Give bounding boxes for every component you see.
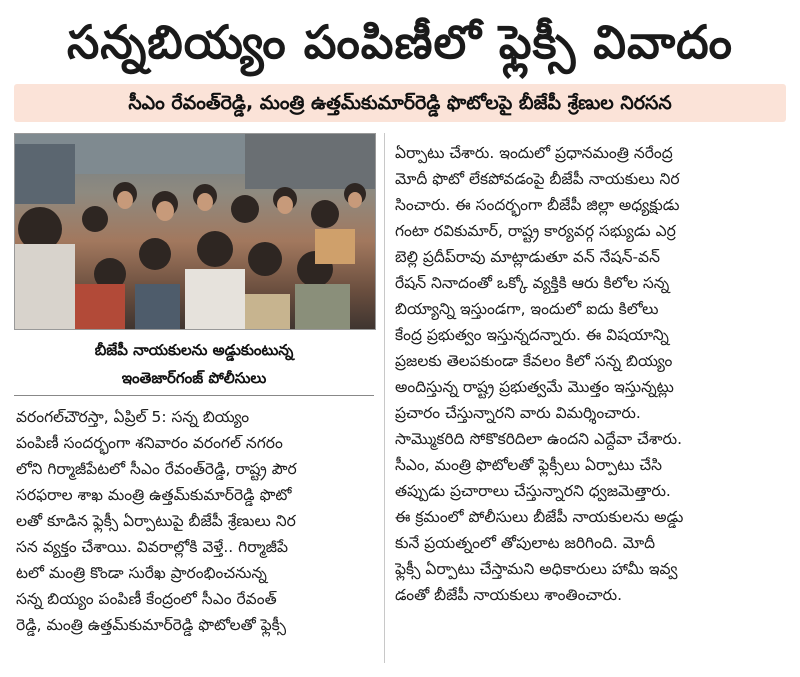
column-divider bbox=[384, 133, 385, 663]
text-line: కేంద్ర ప్రభుత్వం ఇస్తున్నదన్నారు. ఈ విషయాన్ని bbox=[395, 326, 669, 344]
subheadline: సీఎం రేవంత్‌రెడ్డి, మంత్రి ఉత్తమ్‌కుమార్‌రెడ్డి ఫొటోలపై బీజేపీ శ్రేణుల నిరసన bbox=[14, 84, 786, 122]
text-line: లతో కూడిన ఫ్లెక్సీ ఏర్పాటుపై బీజేపీ శ్రేణులు నిర bbox=[16, 512, 296, 530]
text-line: కునే ప్రయత్నంలో తోపులాట జరిగింది. మోదీ bbox=[395, 534, 656, 552]
text-line: తప్పుడు ప్రచారాలు చేస్తున్నారని ధ్వజమెత్తారు. bbox=[395, 482, 671, 500]
text-line: గంటా రవికుమార్, రాష్ట్ర కార్యవర్గ సభ్యుడు ఎర్ర bbox=[395, 222, 676, 240]
text-line: సీఎం, మంత్రి ఫొటోలతో ఫ్లెక్సీలు ఏర్పాటు చేసి bbox=[395, 456, 663, 474]
text-line: టలో మంత్రి కొండా సురేఖ ప్రారంభించనున్న bbox=[16, 564, 267, 582]
text-line: సన వ్యక్తం చేశాయి. వివరాల్లోకి వెళ్తే.. గిర్మాజీపే bbox=[16, 538, 289, 556]
text-line: సామ్మొకరిది సోకొకరిదిలా ఉందని ఎద్దేవా చేశారు. bbox=[395, 430, 683, 448]
text-line: అందిస్తున్న రాష్ట్ర ప్రభుత్వమే మొత్తం ఇస్తున్నట్లు bbox=[395, 378, 674, 396]
text-line: డంతో బీజేపీ నాయకులు శాంతించారు. bbox=[395, 586, 623, 604]
text-line: మోదీ ఫొటో లేకపోవడంపై బీజేపీ నాయకులు నిర bbox=[395, 170, 680, 188]
text-line: రెడ్డి, మంత్రి ఉత్తమ్‌కుమార్‌రెడ్డి ఫొటోలతో ఫ్లెక్సీ bbox=[16, 616, 287, 634]
crowd-photo-illustration bbox=[15, 134, 375, 329]
text-line: బియ్యాన్ని ఇస్తుండగా, ఇందులో ఐదు కిలోలు bbox=[395, 300, 659, 318]
text-line: సించారు. ఈ సందర్భంగా బీజేపీ జిల్లా అధ్యక్షుడు bbox=[395, 196, 680, 214]
article-right-column bbox=[395, 140, 790, 608]
text-line: ఏర్పాటు చేశారు. ఇందులో ప్రధానమంత్రి నరేంద్ర bbox=[395, 144, 673, 162]
article-left-column bbox=[16, 404, 376, 638]
photo-caption bbox=[14, 330, 374, 396]
text-line: రేషన్ నినాదంతో ఒక్కో వ్యక్తికి ఆరు కిలోల సన్న bbox=[395, 274, 670, 292]
text-line: పంపిణీ సందర్భంగా శనివారం వరంగల్ నగరం bbox=[16, 434, 283, 452]
text-line: లోని గిర్మాజీపేటలో సీఎం రేవంత్‌రెడ్డి, రాష్ట్ర పౌర bbox=[16, 460, 297, 478]
text-line: బెల్లి ప్రదీప్‌రావు మాట్లాడుతూ వన్ నేషన్-వన్ bbox=[395, 248, 660, 266]
headline: సన్నబియ్యం పంపిణీలో ఫ్లెక్సీ వివాదం bbox=[67, 15, 733, 69]
news-photo bbox=[14, 133, 376, 330]
caption-line: బీజేపీ నాయకులను అడ్డుకుంటున్న bbox=[94, 341, 294, 359]
text-line: సరఫరాల శాఖ మంత్రి ఉత్తమ్‌కుమార్‌రెడ్డి ఫొటో bbox=[16, 486, 292, 504]
text-line: ప్రచారం చేస్తున్నారని వారు విమర్శించారు. bbox=[395, 404, 641, 422]
text-line: ఈ క్రమంలో పోలీసులు బీజేపీ నాయకులను అడ్డు bbox=[395, 508, 684, 526]
text-line: వరంగల్‌చౌరస్తా, ఏప్రిల్ 5: సన్న బియ్యం bbox=[16, 408, 250, 426]
text-line: ఫ్లెక్సీ ఏర్పాటు చేస్తామని అధికారులు హామీ ఇవ్వ bbox=[395, 560, 678, 578]
text-line: సన్న బియ్యం పంపిణీ కేంద్రంలో సీఎం రేవంత్ bbox=[16, 590, 277, 608]
text-line: ప్రజలకు తెలపకుండా కేవలం కిలో సన్న బియ్యం bbox=[395, 352, 673, 370]
caption-line: ఇంతెజార్‌గంజ్ పోలీసులు bbox=[121, 369, 267, 387]
